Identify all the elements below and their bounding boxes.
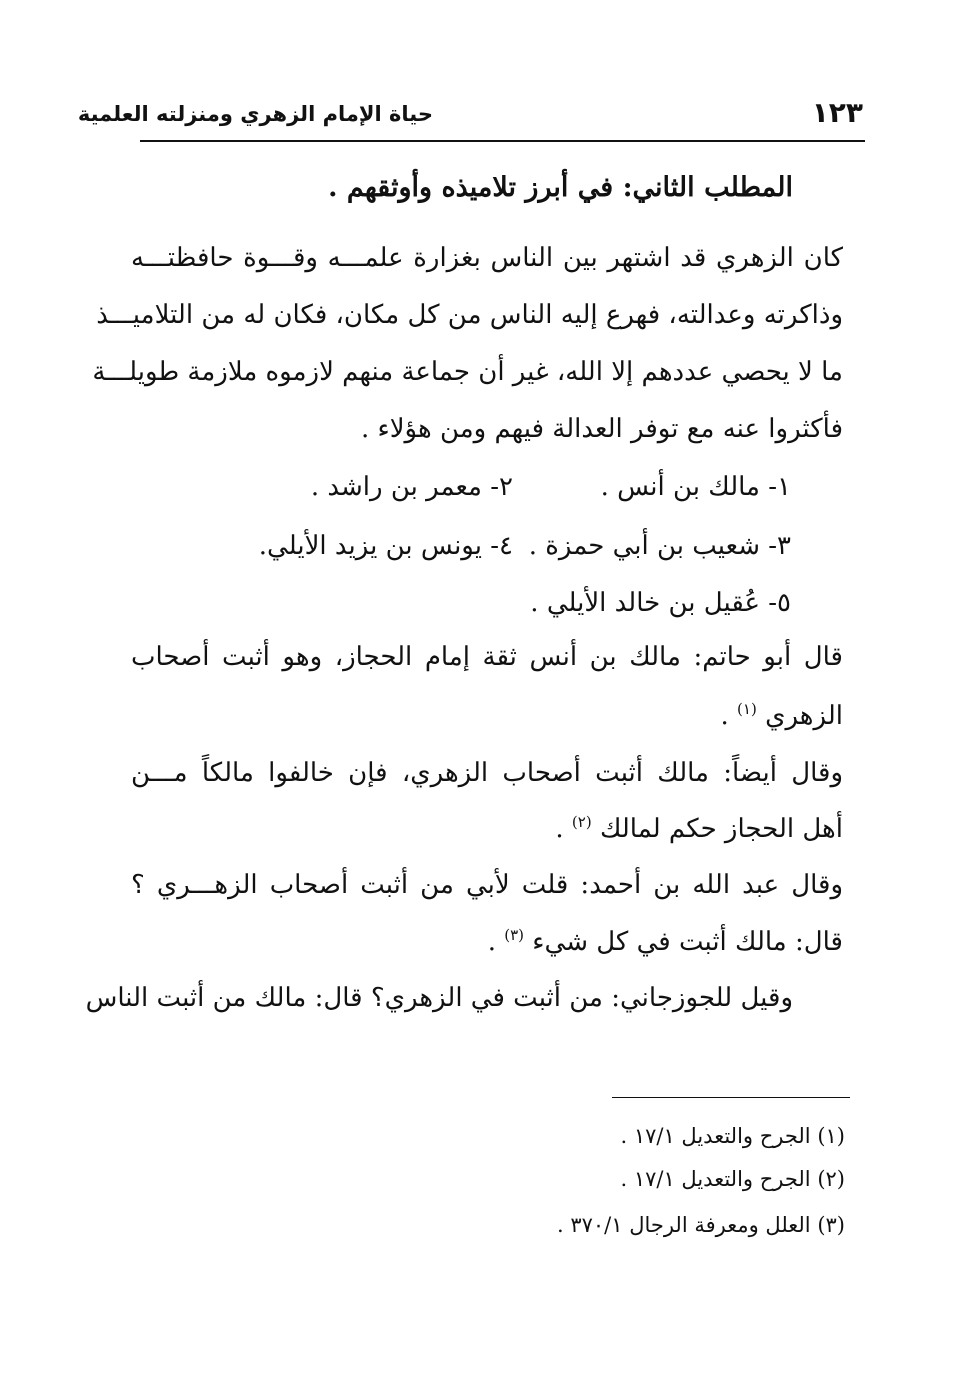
student-3: ٣- شعيب بن أبي حمزة . [528, 531, 791, 561]
quote-1-line-2 [721, 700, 843, 731]
quote-1-end: . [720, 701, 729, 731]
quote-2-line-2 [555, 813, 843, 844]
student-1: ١- مالك بن أنس . [600, 472, 791, 502]
running-header [77, 96, 865, 136]
intro-line-4: فأكثروا عنه مع توفر العدالة فيهم ومن هؤلاء . [360, 414, 843, 444]
quote-3-text: قال: مالك أثبت في كل شيء [532, 927, 843, 957]
intro-line-1: كان الزهري قد اشتهر بين الناس بغزارة علمـــه وقـــوة حافظتـــه [131, 243, 843, 273]
footnote-ref-2: (٢) [571, 813, 592, 831]
page-number: ١٢٣ [811, 96, 863, 129]
quote-3-end: . [487, 927, 496, 957]
footnote-ref-3: (٣) [504, 926, 525, 944]
section-heading: المطلب الثاني: في أبرز تلاميذه وأوثقهم . [328, 172, 793, 203]
quote-4-line-1: وقيل للجوزجاني: من أثبت في الزهري؟ قال: مالك من أثبت الناس [85, 983, 793, 1013]
intro-line-2: وذاكرته وعدالته، فهرع إليه الناس من كل مكان، فكان له من التلاميـــذ [96, 300, 843, 330]
quote-3-line-2 [488, 926, 843, 957]
footnote-2: (٢) الجرح والتعديل ١٧/١ . [620, 1167, 845, 1191]
quote-1-line-1: قال أبو حاتم: مالك بن أنس ثقة إمام الحجاز، وهو أثبت أصحاب [131, 642, 843, 672]
quote-3-line-1: وقال عبد الله بن أحمد: قلت لأبي من أثبت أصحاب الزهـــري ؟ [131, 870, 843, 900]
quote-2-line-1: وقال أيضاً: مالك أثبت أصحاب الزهري، فإن خالفوا مالكاً مـــن [131, 758, 843, 788]
student-5: ٥- عُقيل بن خالد الأيلي . [530, 588, 791, 618]
quote-2-end: . [555, 814, 564, 844]
footnote-3: (٣) العلل ومعرفة الرجال ٣٧٠/١ . [556, 1213, 845, 1237]
header-rule [140, 140, 865, 142]
quote-1-text: الزهري [765, 701, 843, 731]
running-title: حياة الإمام الزهري ومنزلته العلمية [77, 102, 433, 126]
student-4: ٤- يونس بن يزيد الأيلي. [258, 531, 513, 561]
quote-2-text: أهل الحجاز حكم لمالك [599, 814, 843, 844]
footnote-rule [612, 1097, 850, 1098]
student-2: ٢- معمر بن راشد . [310, 472, 513, 502]
footnote-ref-1: (١) [737, 700, 757, 718]
footnote-1: (١) الجرح والتعديل ١٧/١ . [620, 1124, 845, 1148]
intro-line-3: ما لا يحصي عددهم إلا الله، غير أن جماعة منهم لازموه ملازمة طويلـــة [92, 357, 843, 387]
